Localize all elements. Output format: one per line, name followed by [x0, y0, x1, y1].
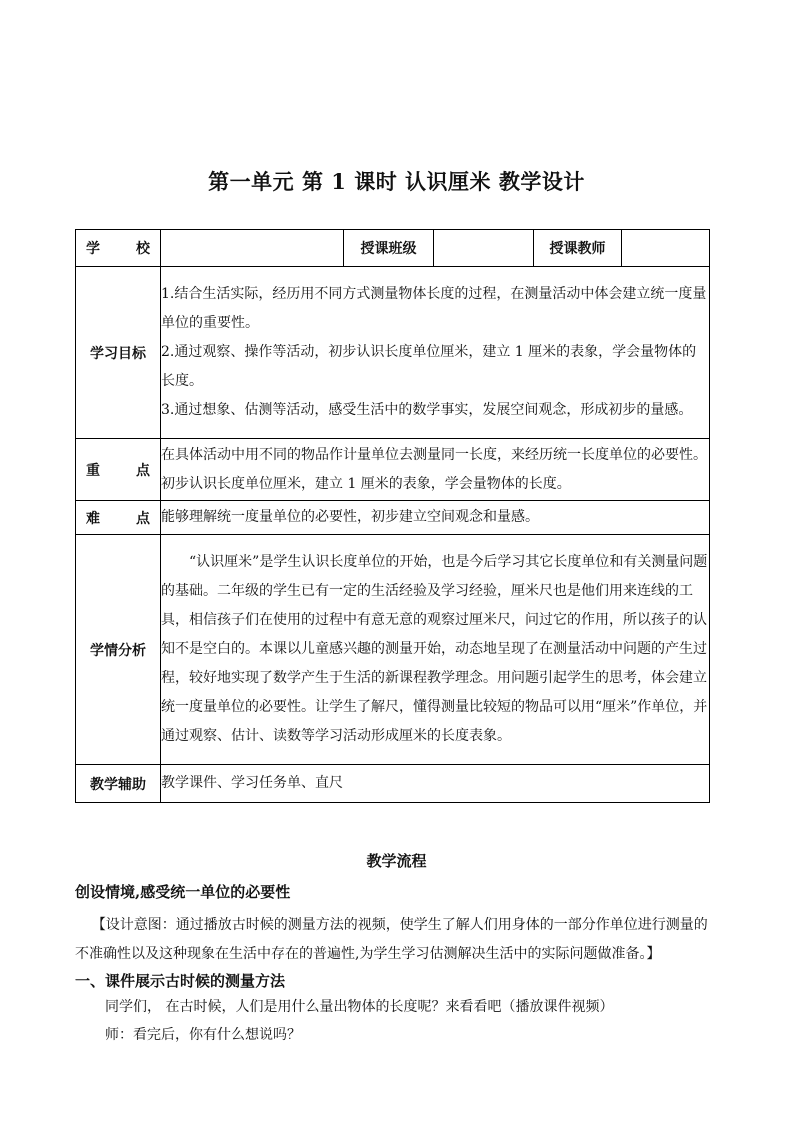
objective-item: 3.通过想象、估测等活动，感受生活中的数学事实，发展空间观念，形成初步的量感。 — [161, 402, 693, 418]
teacher-value — [622, 230, 710, 267]
step1-line2: 师：看完后，你有什么想说吗？ — [105, 1027, 301, 1043]
difficulties-label: 难 点 — [76, 501, 161, 535]
analysis-row — [76, 535, 710, 765]
analysis-text: “认识厘米”是学生认识长度单位的开始，也是今后学习其它长度单位和有关测量问题的基础。二年级的学生已有一定的生活经验及学习经验，厘米尺也是他们用来连线的工具，相信孩子们在使用的过程中有意无意的观察过厘米尺，问过它的作用，所以孩子的认知不是空白的。本课以儿童感兴趣的测量开始，动态地呈现了在测量活动中问题的产生过程，较好地实现了数学产生于生活的新课程教学理念。用问题引起学生的思考，体会建立统一度量单位的必要性。让学生了解尺，懂得测量比较短的物品可以用“厘米”作单位，并通过观察、估计、读数等学习活动形成厘米的长度表象。 — [161, 535, 710, 765]
section-title: 创设情境,感受统一单位的必要性 — [75, 883, 291, 901]
aids-row — [76, 765, 710, 803]
school-value — [161, 230, 344, 267]
objective-item: 1.结合生活实际，经历用不同方式测量物体长度的过程，在测量活动中体会建立统一度量单位的重要性。 — [161, 286, 707, 331]
objectives-content — [161, 267, 710, 439]
objectives-label: 学习目标 — [76, 267, 161, 439]
key-points-row — [76, 439, 710, 501]
class-label: 授课班级 — [344, 230, 434, 267]
step1-line1: 同学们， 在古时候，人们是用什么量出物体的长度呢？来看看吧（播放课件视频） — [105, 999, 614, 1015]
difficulties-text: 能够理解统一度量单位的必要性，初步建立空间观念和量感。 — [161, 501, 710, 535]
teacher-label: 授课教师 — [534, 230, 622, 267]
key-points-text: 在具体活动中用不同的物品作计量单位去测量同一长度，来经历统一长度单位的必要性。初步认识长度单位厘米，建立 1 厘米的表象，学会量物体的长度。 — [161, 439, 710, 501]
step1-title: 一、课件展示古时候的测量方法 — [75, 972, 286, 990]
aids-label: 教学辅助 — [76, 765, 161, 803]
flow-title: 教学流程 — [366, 852, 427, 870]
header-row — [76, 230, 710, 267]
aids-text: 教学课件、学习任务单、直尺 — [161, 765, 710, 803]
design-intent: 【设计意图：通过播放古时候的测量方法的视频，使学生了解人们用身体的一部分作单位进行测量的不准确性以及这种现象在生活中存在的普遍性,为学生学习估测解决生活中的实际问题做准备。】 — [75, 917, 708, 962]
page-title: 第一单元 第 1 课时 认识厘米 教学设计 — [208, 169, 585, 194]
lesson-info-table — [75, 229, 710, 803]
key-points-label: 重 点 — [76, 439, 161, 501]
difficulties-row — [76, 501, 710, 535]
school-label: 学 校 — [76, 230, 161, 267]
objectives-row — [76, 267, 710, 439]
objective-item: 2.通过观察、操作等活动，初步认识长度单位厘米，建立 1 厘米的表象，学会量物体的长度。 — [161, 344, 697, 389]
class-value — [434, 230, 534, 267]
analysis-label: 学情分析 — [76, 535, 161, 765]
